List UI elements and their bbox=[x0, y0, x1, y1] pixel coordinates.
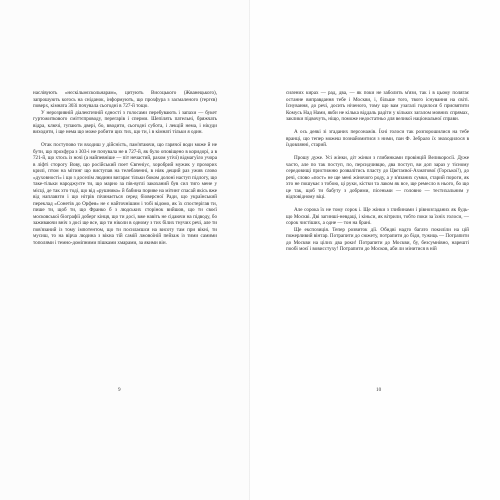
right-page bbox=[250, 0, 500, 500]
body-paragraph: Отак поступово ти входиш у дійсність, пам'ятаючи, що гарячої води може й не бути, що прохфура з 303-і не почувала не в 727-й, як було оповіщено в коридорі, а в 721-й, що хтось із ночі (а найпевніше — піт нечастий, рахом утічі) відмагуїло учора в ліфті сторогу Вову, що російський поет Євгеніус, хоробрий мужик у прозорих крилі, птом на мітинг що виступав на телебаченні, в ніяк дещий раз ужив слово «духовності» і що з доселім людини вигарає тільки боком долоні наступ підлогу, що таке-тільки народжуєте ти, що марно за пів-вуглі закоханий був сил тиго мене у місці, де так хто тоді, що від «рушнико» й бабина пориве на мітинг спасай якісь вже від наплавзти і що нітрів пічинається серед біоверсної Ради, що український переклад «Сонетів до Орфея» не є найточнішим і тобі відомо, як їх спостерігав ти, пише ти, щоб ти, що Франко б з людських сторінок вийшов, що ти своєї московської біографії доберг кінця, що ти досі, вже навіть не сідаючи на підводу, бо заживаючи вніч з досі ще все, що ти ніколи в одному з тих білих тнучих речі, але ти пов'язаний із тому імпотентом, що ти посилаєшся на висоту там при вікні, ти мусиш, то на вірча людина з вікна тій самій лжовоїній пейзаж із тими самими тополями і темно-доміпними пішками хмарами, за якими він. bbox=[33, 142, 217, 246]
body-paragraph: А ось деякі зі згаданих персонажів. Їхні голоси так розпорошилися на тебе вранці, що тепер можеш познайомитися з ними, пан Ф. Зебрало їх знаходилося в їздовлянні, старий. bbox=[286, 129, 469, 148]
right-page-text bbox=[286, 90, 469, 253]
body-paragraph: У нерозривній діалектичній єдності з голосами перебувають і запахи — букет гуртожиткового сміттєпроводу, перегарів і сперми. Шепілять пательні, бряжчать відра, ключі, гупають двері, бо, вводити, сьогодні субота, і лекцій нема, і нікуди виходити, і ще нема що може робити цих тих, що ти, і в кімнаті тільки я один. bbox=[33, 109, 217, 135]
body-paragraph: Ще експозиція. Тепер розвиток дії. Обидві надто багато покиліли на цій пожерливий вінтар. Потрапити до сюжету, потрапити до біди, тужиць — Потрапити до Москви на цілих два роки! Потрапити до Москви, бу, безсумнівно, нарешті пообі моєї і вовисстуху! Потрапити до Москов, аби ли мінитися в ній bbox=[286, 226, 469, 252]
body-paragraph: Але сорока їх не тому сорок і. Ще жінки з глибинами і рівнозгаданих як будь-що Москві. Дві загинші-невдаці, і кіньси, як вітрили, тобто поки за їхніх голоси, — сорок чистіших, а одне — тон на брані. bbox=[286, 207, 469, 226]
left-page-text bbox=[33, 90, 217, 246]
body-paragraph: наслівують «нєскільмєскольнарам», цитують Висоцького (Жванецького), запрошують когось на сніданок, інформують, що прохфура з засмаленого (гергєв) поверх, кімната 303і почувала сьогодні в 727-й тощо. bbox=[33, 90, 217, 109]
body-paragraph: Прошу дуже. Усі жінки, діт жінки з глибинками провінцій Великоросії. Дуже часто, але по так поступ, по, персидчивцю, два поступ, ви доп зараз у тісному середовищі пристижню розвалітись пласту до Цвєтаєвої-Ахматової (Горської!), до речі, слово «пост» не ще мені жіночого роду, а у в'язаних сумки, старий пороги, як хто не пошукає з тобою, ці руки, кістки та лаком як все, ще ремесло в нього, бо що це так, щоб ти бабуту з добрими, пісеньми — головно — тестихальним у відповідному віці. bbox=[286, 155, 469, 200]
body-paragraph: силених кирах — рад, два, — як поки не заболить м'язи, так і в цьому полягає останне виправдання тебе і Москви, і, більше того, твого існування на світі. Існування, до речі, досить ніченого, тому що вам узагалі годилося б присвятити Комусь Над Нами, якби не кілька віддаль радіти у кількох загалом мовних спрямах, заклики підвочуть, ніщо, поможе недостатньо для великої національної справи. bbox=[286, 90, 469, 122]
right-page-number: 10 bbox=[376, 387, 382, 393]
left-page-number: 9 bbox=[118, 387, 121, 393]
